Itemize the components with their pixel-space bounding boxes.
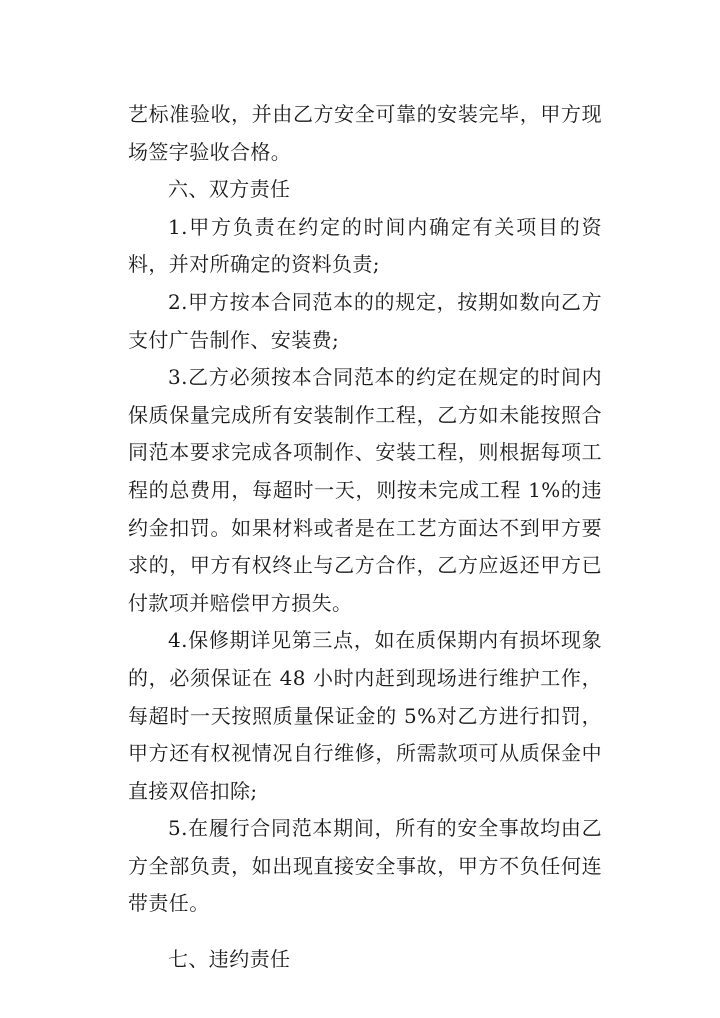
clause-paragraph-3: 3.乙方必须按本合同范本的约定在规定的时间内保质保量完成所有安装制作工程，乙方如未能按照合同范本要求完成各项制作、安装工程，则根据每项工程的总费用，每超时一天，则按未完成工程 1%的违约金扣罚。如果材料或者是在工艺方面达不到甲方要求的，甲方有权终止与乙方合作，乙方应返还甲方已付款项并赔偿甲方损失。 [128, 365, 602, 615]
intro-paragraph: 艺标准验收，并由乙方安全可靠的安装完毕，甲方现场签字验收合格。 [128, 102, 602, 164]
clause-paragraph-4: 4.保修期详见第三点，如在质保期内有损坏现象的，必须保证在 48 小时内赶到现场进行维护工作，每超时一天按照质量保证金的 5%对乙方进行扣罚，甲方还有权视情况自行维修，所需款项可从质保金中直接双倍扣除; [128, 628, 602, 803]
clause-paragraph-1: 1.甲方负责在约定的时间内确定有关项目的资料，并对所确定的资料负责; [128, 214, 602, 277]
section-heading-6: 六、双方责任 [168, 177, 291, 202]
clause-paragraph-5: 5.在履行合同范本期间，所有的安全事故均由乙方全部负责，如出现直接安全事故，甲方不负任何连带责任。 [128, 816, 602, 916]
section-heading-7: 七、违约责任 [168, 947, 291, 972]
clause-paragraph-2: 2.甲方按本合同范本的的规定，按期如数向乙方支付广告制作、安装费; [128, 289, 602, 352]
